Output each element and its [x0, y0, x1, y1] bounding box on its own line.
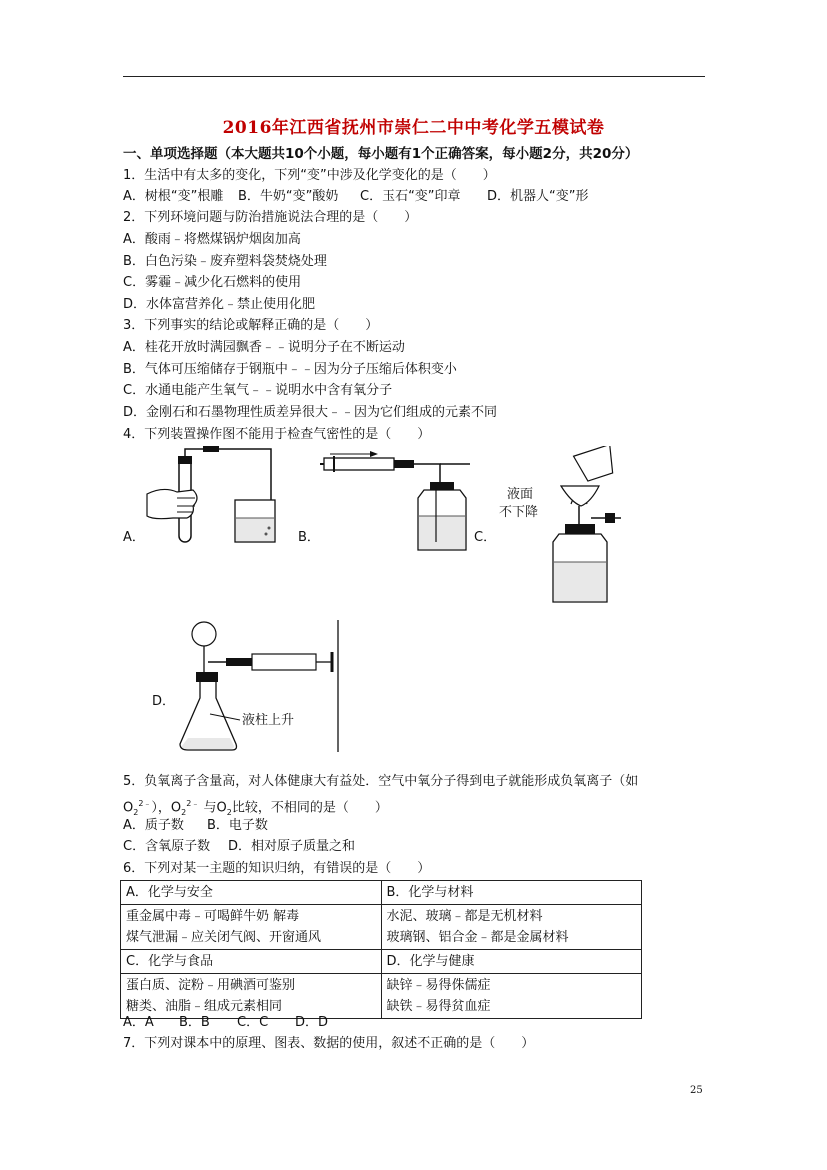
q4-label-d: D． — [152, 694, 176, 709]
table-row — [121, 950, 642, 974]
q1-option-d: D．机器人“变”形 — [487, 189, 589, 204]
q4-label-a: A． — [123, 530, 145, 545]
q2-option-b: B．白色污染﹣废弃塑料袋焚烧处理 — [123, 254, 327, 269]
q5-tail: 比较，不相同的是（ ） — [231, 800, 388, 816]
q1-stem: 1．生活中有太多的变化，下列“变”中涉及化学变化的是（ ） — [123, 168, 496, 183]
fig-c-label-2: 不下降 — [499, 505, 539, 520]
q5-option-d: D．相对原子质量之和 — [228, 839, 356, 854]
q3-option-d: D．金刚石和石墨物理性质差异很大﹣﹣因为它们组成的元素不同 — [123, 405, 498, 420]
table-cell: 重金属中毒﹣可喝鲜牛奶 解毒 煤气泄漏﹣应关闭气阀、开窗通风 — [121, 905, 382, 950]
q3-option-a: A．桂花开放时满园飘香﹣﹣说明分子在不断运动 — [123, 340, 405, 355]
q7-stem: 7．下列对课本中的原理、图表、数据的使用，叙述不正确的是（ ） — [123, 1036, 535, 1051]
q6-options — [123, 1014, 328, 1032]
q2-option-c: C．雾霾﹣减少化石燃料的使用 — [123, 275, 302, 290]
figure-c-funnel-bottle — [495, 446, 625, 604]
table-cell: D．化学与健康 — [381, 950, 642, 974]
fig-c-label-1: 液面 — [507, 487, 534, 502]
q1-option-a: A．树根“变”根雕 — [123, 189, 224, 204]
table-cell: A．化学与安全 — [121, 881, 382, 905]
table-cell: C．化学与食品 — [121, 950, 382, 974]
q5-ion-2-sub: 2 — [181, 807, 187, 817]
q6-option-d: D．D — [295, 1015, 329, 1030]
q6-option-b: B．B — [179, 1015, 210, 1030]
q3-option-b: B．气体可压缩储存于钢瓶中﹣﹣因为分子压缩后体积变小 — [123, 362, 457, 377]
q4-stem: 4．下列装置操作图不能用于检查气密性的是（ ） — [123, 427, 431, 442]
q5-option-c: C．含氧原子数 — [123, 839, 211, 854]
q5-o2-sub: 2 — [226, 807, 232, 817]
q5-ion-1-sup: 2﹣ — [138, 799, 152, 808]
q5-ion-2-sup: 2﹣ — [186, 799, 200, 808]
figure-a-hand-holding-test-tube — [143, 446, 283, 546]
q1-option-b: B．牛奶“变”酸奶 — [238, 189, 339, 204]
fig-d-label: 液柱上升 — [242, 713, 295, 728]
header-rule — [123, 76, 705, 77]
q2-option-a: A．酸雨﹣将燃煤锅炉烟囱加高 — [123, 232, 301, 247]
table-row — [121, 905, 642, 950]
table-row — [121, 974, 642, 1019]
q4-label-c: C． — [474, 530, 497, 545]
q6-option-a: A．A — [123, 1015, 154, 1030]
table-cell: 缺锌﹣易得侏儒症 缺铁﹣易得贫血症 — [381, 974, 642, 1019]
q4-label-b: B． — [298, 530, 320, 545]
q5-option-a: A．质子数 — [123, 818, 184, 833]
q5-option-b: B．电子数 — [207, 818, 268, 833]
q3-option-c: C．水通电能产生氧气﹣﹣说明水中含有氧分子 — [123, 383, 393, 398]
table-cell: 水泥、玻璃﹣都是无机材料 玻璃钢、铝合金﹣都是金属材料 — [381, 905, 642, 950]
q5-ion-1-sub: 2 — [133, 807, 139, 817]
q1-options — [123, 188, 588, 206]
q3-stem: 3．下列事实的结论或解释正确的是（ ） — [123, 318, 379, 333]
q5-stem-line1: 5．负氧离子含量高，对人体健康大有益处．空气中氧分子得到电子就能形成负氧离子（如 — [123, 774, 639, 789]
q1-option-c: C．玉石“变”印章 — [360, 189, 461, 204]
table-row — [121, 881, 642, 905]
figure-b-syringe-and-bottle — [320, 446, 470, 552]
table-cell: 蛋白质、淀粉﹣用碘酒可鉴别 糖类、油脂﹣组成元素相同 — [121, 974, 382, 1019]
q5-options-row2 — [123, 838, 355, 856]
doc-title: 2016年江西省抚州市崇仁二中中考化学五模试卷 — [222, 118, 605, 138]
table-cell: B．化学与材料 — [381, 881, 642, 905]
q2-option-d: D．水体富营养化﹣禁止使用化肥 — [123, 297, 316, 312]
q5-options-row1 — [123, 817, 268, 835]
q5-ion-1: O — [123, 800, 134, 816]
q6-knowledge-table — [120, 880, 642, 1019]
q5-mid: ），O — [151, 800, 182, 816]
q6-stem: 6．下列对某一主题的知识归纳，有错误的是（ ） — [123, 861, 431, 876]
section-heading: 一、单项选择题（本大题共10个小题，每小题有1个正确答案，每小题2分，共20分） — [123, 146, 639, 162]
q5-mid2: 与O — [203, 800, 227, 816]
figure-d-flask-and-syringe — [176, 620, 342, 752]
q2-stem: 2．下列环境问题与防治措施说法合理的是（ ） — [123, 210, 418, 225]
q6-option-c: C．C — [237, 1015, 269, 1030]
page-number: 25 — [690, 1085, 703, 1096]
